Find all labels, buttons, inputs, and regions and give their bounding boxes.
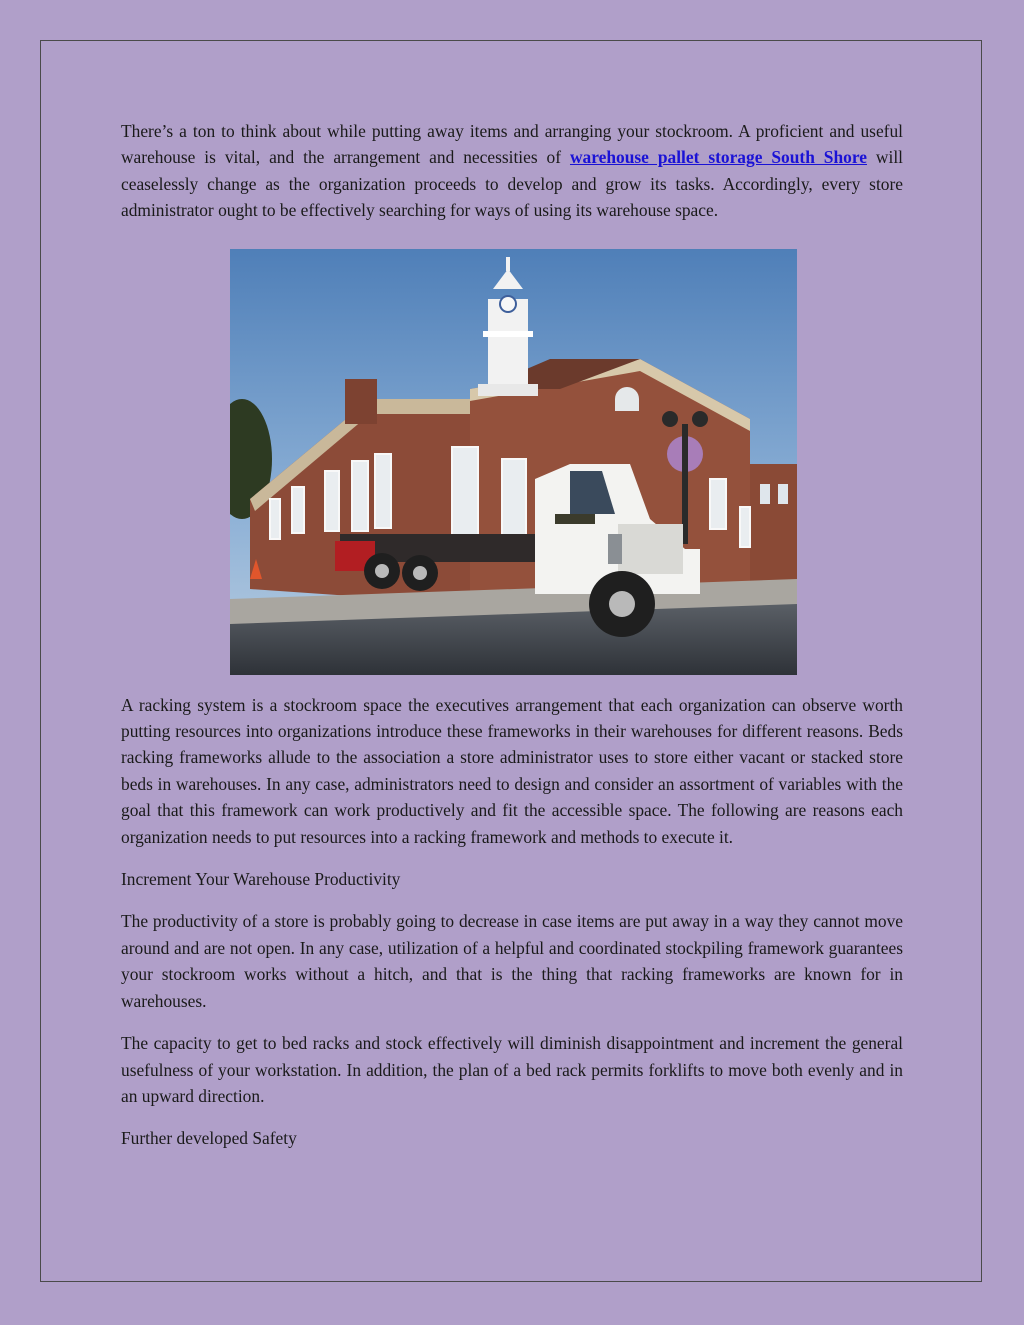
intro-text-before-link: There’s a ton to think about while putting away items and arranging your stockroom. A proficient and useful warehouse is vital, and the arrangement and necessities of: [121, 121, 903, 168]
bed-racks-paragraph: The capacity to get to bed racks and stock effectively will diminish disappointment and increment the general usefulness of your workstation. In addition, the plan of a bed rack permits forklifts to move both evenly and in an upward direction.: [121, 1033, 903, 1106]
productivity-paragraph: The productivity of a store is probably going to decrease in case items are put away in a way they cannot move around and are not open. In any case, utilization of a helpful and coordinated stockpiling framework guarantees your stockroom works without a hitch, and that is the thing that racking frameworks are known for in warehouses.: [121, 911, 903, 1011]
document-body: [121, 118, 903, 1152]
section-heading-safety: Further developed Safety: [121, 1128, 297, 1149]
warehouse-pallet-storage-link[interactable]: warehouse pallet storage South Shore: [569, 147, 867, 168]
photo-illustration: [230, 249, 797, 675]
intro-paragraph: [121, 118, 903, 224]
intro-text-after-link: will ceaselessly change as the organization proceeds to develop and grow its tasks. Accordingly, every store administrator ought to be effectively searching for ways of using its warehouse space.: [121, 147, 903, 221]
racking-system-paragraph: A racking system is a stockroom space the executives arrangement that each organization can observe worth putting resources into organizations introduce these frameworks in their warehouses for different reasons. Beds racking frameworks allude to the association a store administrator uses to store either vacant or stacked store beds in warehouses. In any case, administrators need to design and consider an assortment of variables with the goal that this framework can work productively and fit the accessible space. The following are reasons each organization needs to put resources into a racking framework and methods to execute it.: [121, 694, 903, 847]
building-truck-photo: [230, 249, 797, 675]
section-heading-productivity: Increment Your Warehouse Productivity: [121, 869, 401, 890]
